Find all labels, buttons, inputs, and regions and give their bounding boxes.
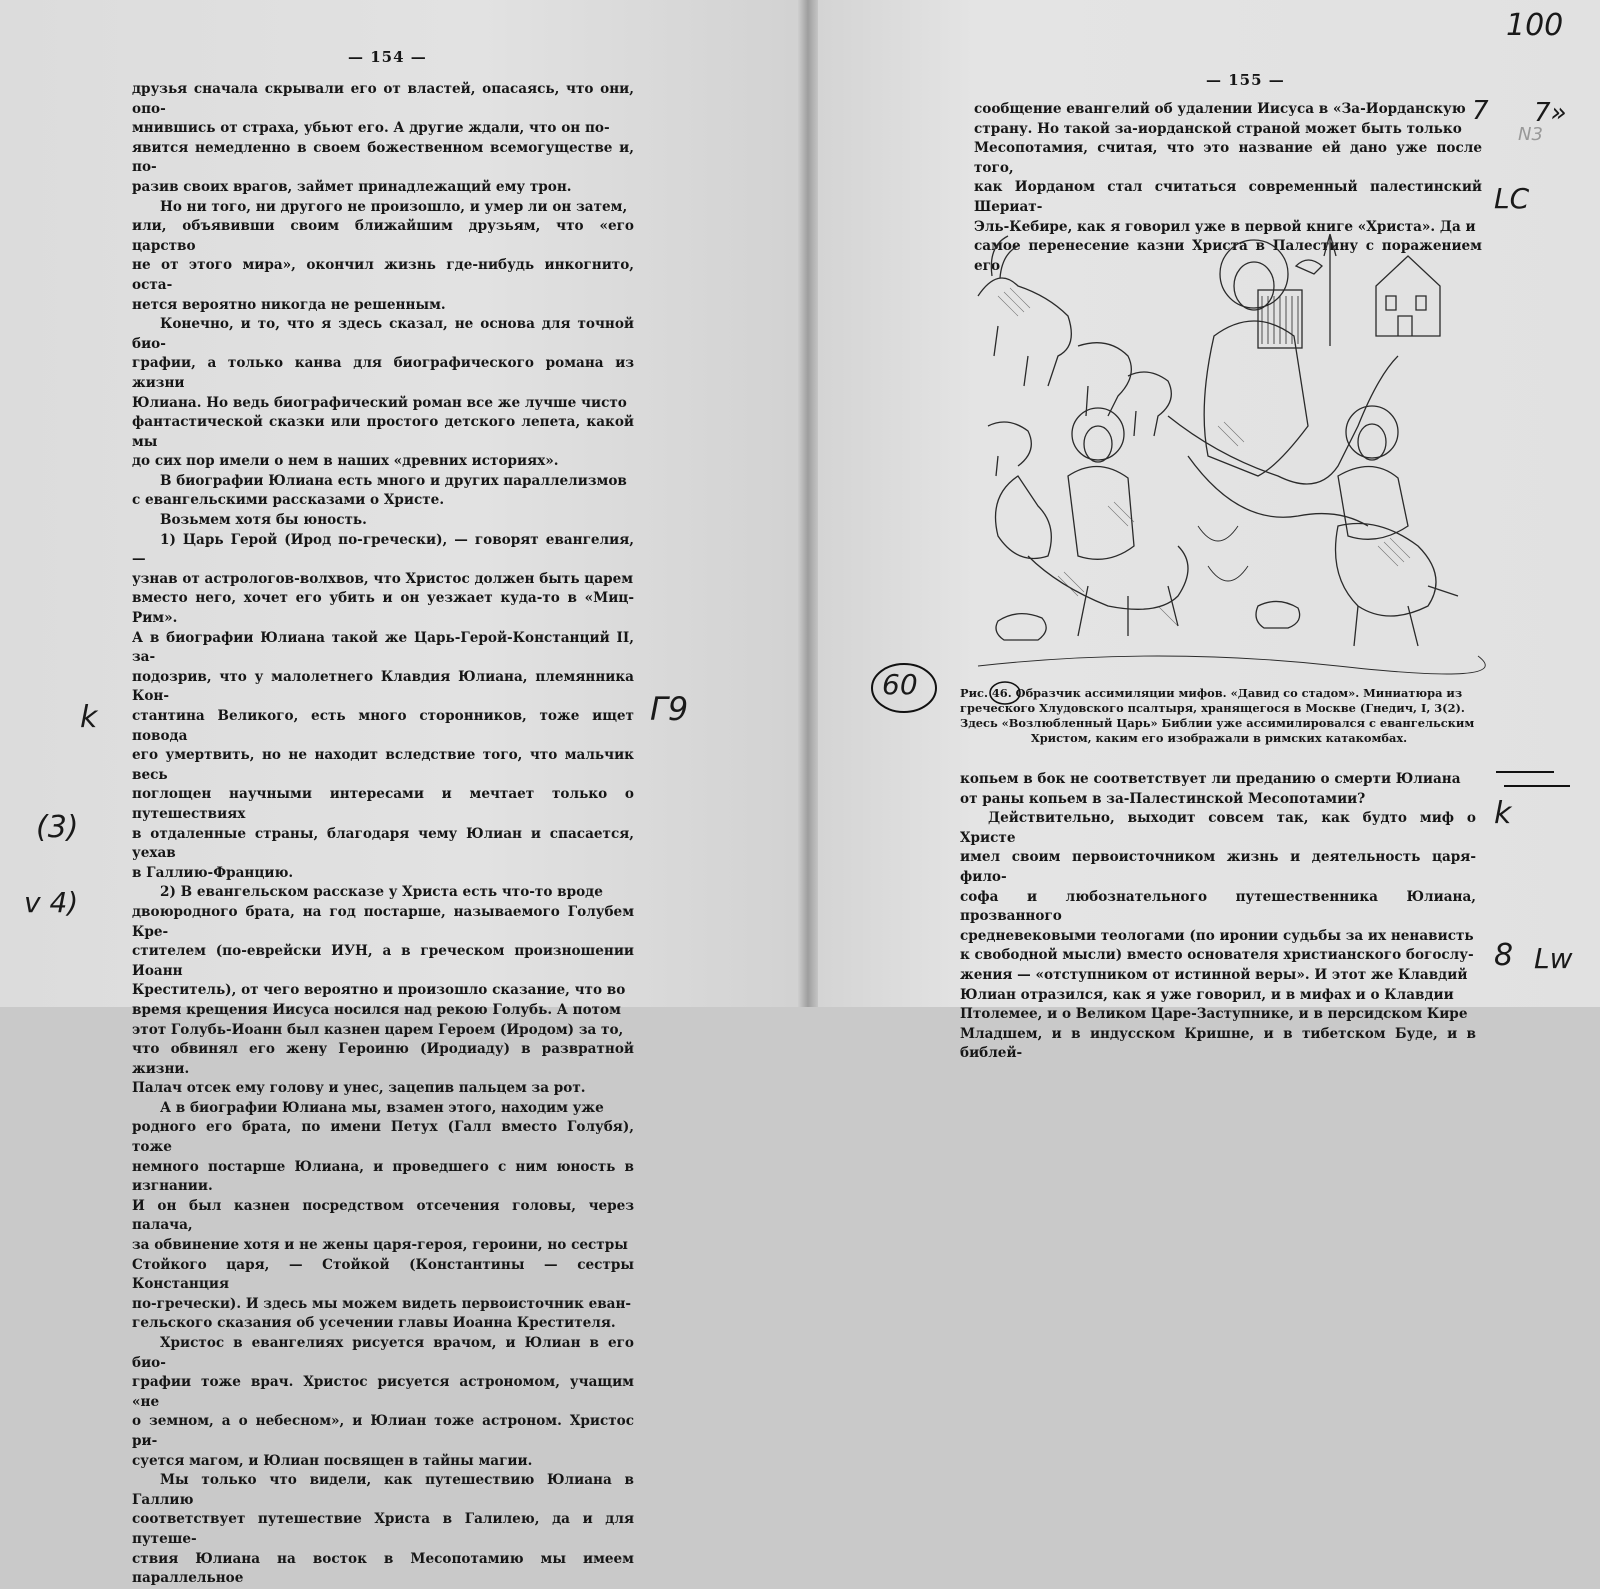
circled-46-mark bbox=[988, 680, 1022, 706]
text-line: И он был казнен посредством отсечения головы, через палача, bbox=[132, 1197, 634, 1234]
text-line: А в биографии Юлиана такой же Царь-Герой-Констанций II, за- bbox=[132, 629, 634, 666]
text-line: что обвинял его жену Героиню (Иродиаду) в развратной жизни. bbox=[132, 1041, 634, 1077]
text-line: время крещения Иисуса носился над рекою Голубь. А потом bbox=[132, 1001, 621, 1018]
text-line: Христос в евангелиях рисуется врачом, и Юлиан в его био- bbox=[132, 1335, 634, 1371]
handwritten-7a: 7 bbox=[1472, 96, 1489, 126]
text-line: этот Голубь-Иоанн был казнен царем Героем (Иродом) за то, bbox=[132, 1021, 624, 1038]
text-line: Месопотамия, считая, что это название ей дано уже после того, bbox=[974, 140, 1482, 176]
text-line: фантастической сказки или простого детского лепета, какой мы bbox=[132, 414, 634, 450]
text-line: Действительно, выходит совсем так, как будто миф о Христе bbox=[960, 810, 1476, 846]
text-line: 1) Царь Герой (Ирод по-гречески), — говорят евангелия, — bbox=[132, 531, 634, 568]
text-line: 2) В евангельском рассказе у Христа есть что-то вроде bbox=[160, 884, 603, 901]
handwritten-n3: N3 bbox=[1518, 124, 1543, 145]
text-line: соответствует путешествие Христа в Галилею, да и для путеше- bbox=[132, 1511, 634, 1547]
halo-david bbox=[1220, 240, 1288, 308]
text-line: мнившись от страха, убьют его. А другие ждали, что он по- bbox=[132, 120, 610, 137]
text-line: поглощен научными интересами и мечтает только о путешествиях bbox=[132, 786, 634, 822]
text-line: родного его брата, по имени Петух (Галл вместо Голубя), тоже bbox=[132, 1119, 634, 1156]
handwritten-k-right: k bbox=[1494, 796, 1512, 831]
text-line: его умертвить, но не находит вследствие того, что мальчик весь bbox=[132, 747, 634, 783]
halo-right-figure bbox=[1346, 406, 1398, 458]
text-line: нется вероятно никогда не решенным. bbox=[132, 296, 446, 313]
handwritten-7b: 7» bbox=[1534, 98, 1567, 128]
text-line: в отдаленные страны, благодаря чему Юлиан и спасается, уехав bbox=[132, 825, 634, 862]
caption-line: Рис. 46. Образчик ассимиляции мифов. «Давид со стадом». Миниатюра из bbox=[960, 686, 1463, 700]
text-line: страну. Но такой за-иорданской страной может быть только bbox=[974, 120, 1462, 137]
text-line: как Иорданом стал считаться современный палестинский Шериат- bbox=[974, 179, 1482, 215]
text-line: Конечно, и то, что я здесь сказал, не основа для точной био- bbox=[132, 316, 634, 352]
text-line: Палач отсек ему голову и унес, зацепив пальцем за рот. bbox=[132, 1080, 586, 1097]
left-page-text bbox=[132, 80, 634, 1589]
text-line: или, объявивши своим ближайшим друзьям, что «его царство bbox=[132, 218, 634, 254]
text-line: узнав от астрологов-волхвов, что Христос должен быть царем bbox=[132, 570, 634, 587]
right-page-text-bottom bbox=[960, 770, 1476, 1064]
text-line: к свободной мысли) вместо основателя христианского богослу- bbox=[960, 947, 1474, 964]
text-line: в Галлию-Францию. bbox=[132, 864, 294, 881]
text-line: суется магом, и Юлиан посвящен в тайны магии. bbox=[132, 1452, 533, 1469]
caption-line: Здесь «Возлюбленный Царь» Библии уже ассимилировался с евангельским bbox=[960, 716, 1475, 730]
handwritten-9-mid: Г9 bbox=[650, 690, 689, 728]
text-line: Юлиана. Но ведь биографический роман все же лучше чисто bbox=[132, 394, 627, 411]
text-line: графии тоже врач. Христос рисуется астрономом, учащим «не bbox=[132, 1374, 634, 1410]
halo-left-figure bbox=[1072, 408, 1124, 460]
text-line: стантина Великого, есть много сторонников, тоже ищет повода bbox=[132, 708, 634, 744]
text-line: по-гречески). И здесь мы можем видеть первоисточник еван- bbox=[132, 1295, 632, 1312]
handwritten-4-left: v 4) bbox=[24, 886, 79, 919]
text-line: А в биографии Юлиана мы, взамен этого, находим уже bbox=[160, 1099, 604, 1116]
text-line: жения — «отступником от истинной веры». И этот же Клавдий bbox=[960, 966, 1468, 983]
text-line: стителем (по-еврейски ИУН, а в греческом произношении Иоанн bbox=[132, 943, 634, 979]
text-line: Но ни того, ни другого не произошло, и умер ли он затем, bbox=[160, 198, 628, 215]
text-line: Креститель), от чего вероятно и произошло сказание, что во bbox=[132, 982, 626, 999]
text-line: средневековыми теологами (по иронии судьбы за их ненависть bbox=[960, 927, 1474, 944]
text-line: Эль-Кебире, как я говорил уже в первой книге «Христа». Да и bbox=[974, 218, 1476, 235]
text-line: от раны копьем в за-Палестинской Месопотамии? bbox=[960, 790, 1366, 807]
text-line: софа и любознательного путешественника Юлиана, прозванного bbox=[960, 888, 1476, 925]
handwritten-60: 60 bbox=[882, 668, 918, 701]
handwritten-corner-number: 100 bbox=[1506, 8, 1564, 43]
figure-caption bbox=[960, 686, 1478, 746]
text-line: графии, а только канва для биографического романа из жизни bbox=[132, 355, 634, 391]
margin-dash-mark bbox=[1494, 764, 1574, 794]
text-line: вместо него, хочет его убить и он уезжает куда-то в «Миц-Рим». bbox=[132, 590, 634, 627]
text-line: немного постарше Юлиана, и проведшего с ним юность в изгнании. bbox=[132, 1158, 634, 1195]
book-spine bbox=[798, 0, 818, 1007]
text-line: не от этого мира», окончил жизнь где-нибудь инкогнито, оста- bbox=[132, 257, 634, 293]
text-line: сообщение евангелий об удалении Иисуса в «За-Иорданскую bbox=[974, 101, 1466, 117]
text-line: В биографии Юлиана есть много и других параллелизмов bbox=[160, 472, 627, 489]
text-line: копьем в бок не соответствует ли преданию о смерти Юлиана bbox=[960, 771, 1461, 787]
text-line: явится немедленно в своем божественном всемогуществе и, по- bbox=[132, 139, 634, 176]
text-line: до сих пор имели о нем в наших «древних историях». bbox=[132, 453, 559, 470]
text-line: Стойкого царя, — Стойкой (Константины — сестры Констанция bbox=[132, 1256, 634, 1293]
text-line: Младшем, и в индусском Кришне, и в тибетском Буде, и в библей- bbox=[960, 1025, 1476, 1062]
handwritten-3-left: (3) bbox=[36, 810, 79, 845]
left-page bbox=[0, 0, 798, 1587]
text-line: ствия Юлиана на восток в Месопотамию мы имеем параллельное bbox=[132, 1550, 634, 1587]
text-line: Мы только что видели, как путешествию Юлиана в Галлию bbox=[132, 1472, 634, 1508]
text-line: гельского сказания об усечении главы Иоанна Крестителя. bbox=[132, 1315, 616, 1332]
text-line: о земном, а о небесном», и Юлиан тоже астроном. Христос ри- bbox=[132, 1413, 634, 1449]
text-line: разив своих врагов, займет принадлежащий ему трон. bbox=[132, 178, 572, 195]
text-line: двоюродного брата, на год постарше, называемого Голубем Кре- bbox=[132, 903, 634, 940]
page-number-left: — 154 — bbox=[348, 48, 427, 66]
right-page bbox=[818, 0, 1600, 1062]
handwritten-k-left: k bbox=[80, 700, 98, 735]
text-line: Птолемее, и о Великом Царе-Заступнике, и в персидском Кире bbox=[960, 1006, 1468, 1023]
handwritten-8: 8 bbox=[1494, 938, 1514, 973]
caption-line: греческого Хлудовского псалтыря, хранящегося в Москве (Гнедич, I, 3(2). bbox=[960, 701, 1465, 715]
text-line: подозрив, что у малолетнего Клавдия Юлиана, племянника Кон- bbox=[132, 668, 634, 705]
handwritten-lc: LC bbox=[1494, 182, 1530, 215]
david-with-flock-illustration bbox=[958, 226, 1478, 681]
text-line: Возьмем хотя бы юность. bbox=[160, 512, 367, 529]
text-line: с евангельскими рассказами о Христе. bbox=[132, 492, 445, 509]
page-number-right: — 155 — bbox=[1206, 71, 1285, 89]
text-line: Юлиан отразился, как я уже говорил, и в мифах и о Клавдии bbox=[960, 986, 1454, 1003]
handwritten-lw: Lw bbox=[1534, 942, 1573, 975]
caption-line: Христом, каким его изображали в римских катакомбах. bbox=[1030, 731, 1408, 745]
text-line: за обвинение хотя и не жены царя-героя, героини, но сестры bbox=[132, 1237, 628, 1254]
text-line: имел своим первоисточником жизнь и деятельность царя-фило- bbox=[960, 849, 1476, 885]
text-line: друзья сначала скрывали его от властей, опасаясь, что они, опо- bbox=[132, 81, 634, 117]
text-line: самое перенесение казни Христа в Палестину с поражением его bbox=[974, 238, 1482, 274]
